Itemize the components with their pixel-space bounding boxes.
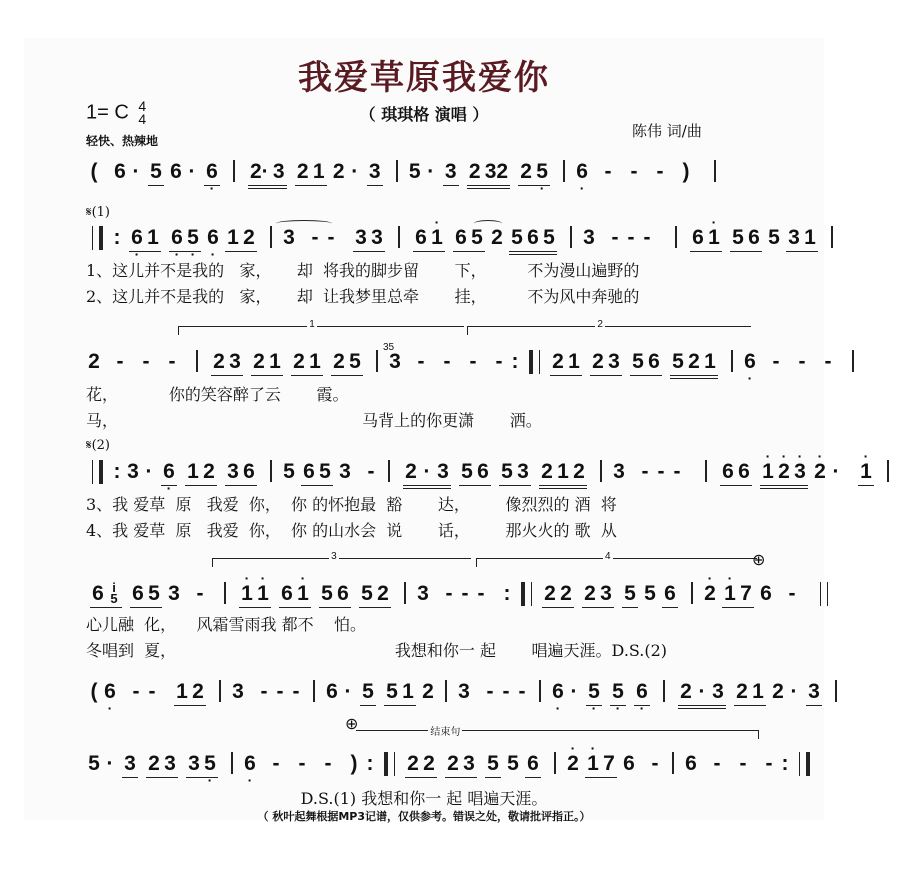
staff-line-5: 6 i 5 6 5 3 - · 1 · 1 6 · 1 5 6 5 2 3 - - - : 2 2 2 3 5 5 6 · 2 · 1 7 6 -	[86, 582, 834, 608]
staff-line-1: ( 6 · 5 6 · 6 · 2· 3 2 1 2 · 3 5 · 3 2 32 2 5 · 6 · - - - )	[86, 160, 725, 189]
staff-line-7: 5 · 3 2 3 3 5 · 6 · - - - ) : 2 2 2 3 5 5 6 · 2 · 1 7 6 - 6 - - - :	[86, 752, 816, 778]
footnote: （ 秋叶起舞根据MP3记谱，仅供参考。错误之处，敬请批评指正。）	[257, 810, 591, 823]
volta-3-bracket: 3	[212, 558, 471, 567]
staff-line-4: : 3 · 6 · 1 2 3 6 5 6 5 3 - 2 · 3 5 6 5 3 2 1 2 3 - - - 6 6 · 1 · 2 · 3 · 2 · · 1	[86, 460, 898, 489]
coda-icon: ⊕	[345, 714, 359, 733]
volta-4-bracket: 4	[476, 558, 757, 567]
lyrics-line5-verse-3: 心儿融 化， 风霜雪雨我 都不 怕。	[86, 615, 366, 634]
coda-icon: ⊕	[752, 550, 766, 569]
lyrics-verse-2: 2、这儿并不是我的 家， 却 让我梦里总牵 挂， 不为风中奔驰的	[86, 287, 640, 306]
segno-1-icon: 𝄋(1)	[86, 205, 111, 220]
staff-line-2: : 6 · 1 6 · 5 · 6 · 1 2 3 - - 3 3 6 · 1 6 5 2 5 6 5 3 - - - 6 · 1 5 6 5 3 1	[86, 226, 842, 255]
lyrics-verse-4: 4、我 爱草 原 我爱 你， 你 的山水会 说 话， 那火火的 歌 从	[86, 521, 617, 540]
lyrics-verse-1: 1、这儿并不是我的 家， 却 将我的脚步留 下， 不为漫山遍野的	[86, 261, 640, 280]
ending-bracket: 结束句	[356, 730, 759, 739]
ds-lyrics: D.S.(1) 我想和你一 起 唱遍天涯。	[300, 789, 548, 808]
composer-credit: 陈伟 词/曲	[632, 122, 702, 140]
volta-1-bracket: 1	[178, 326, 464, 335]
staff-line-3: 2 - - - 2 3 2 1 2 1 2 5 35 3 - - - - : 2 1 2 3 5 6 5 2 1 6 · - - -	[86, 350, 863, 379]
time-signature: 4 4	[138, 98, 147, 127]
staff-line-6: ( 6 · - - 1 2 3 - - - 6 · 5 5 1 2 3 - - - 6 · · 5 · 5 · 6 · 2 · 3 2 1 2 · 3	[86, 680, 846, 709]
key-signature	[86, 100, 146, 126]
lyrics-line5-verse-4: 冬唱到 夏， 我想和你一 起 唱遍天涯。D.S.(2)	[86, 641, 668, 660]
singer-credit: （ 琪琪格 演唱 ）	[359, 105, 489, 124]
lyrics-line3-verse-1: 花， 你的笑容醉了云 霞。	[86, 385, 349, 404]
lyrics-verse-3: 3、我 爱草 原 我爱 你， 你 的怀抱最 豁 达， 像烈烈的 酒 将	[86, 495, 617, 514]
tempo-marking: 轻快、热辣地	[86, 134, 159, 148]
segno-2-icon: 𝄋(2)	[86, 438, 111, 453]
key-label: 1= C	[86, 101, 129, 124]
song-title: 我爱草原我爱你	[298, 58, 550, 98]
volta-2-bracket: 2	[467, 326, 751, 335]
lyrics-line3-verse-2: 马， 马背上的你更潇 洒。	[86, 411, 542, 430]
